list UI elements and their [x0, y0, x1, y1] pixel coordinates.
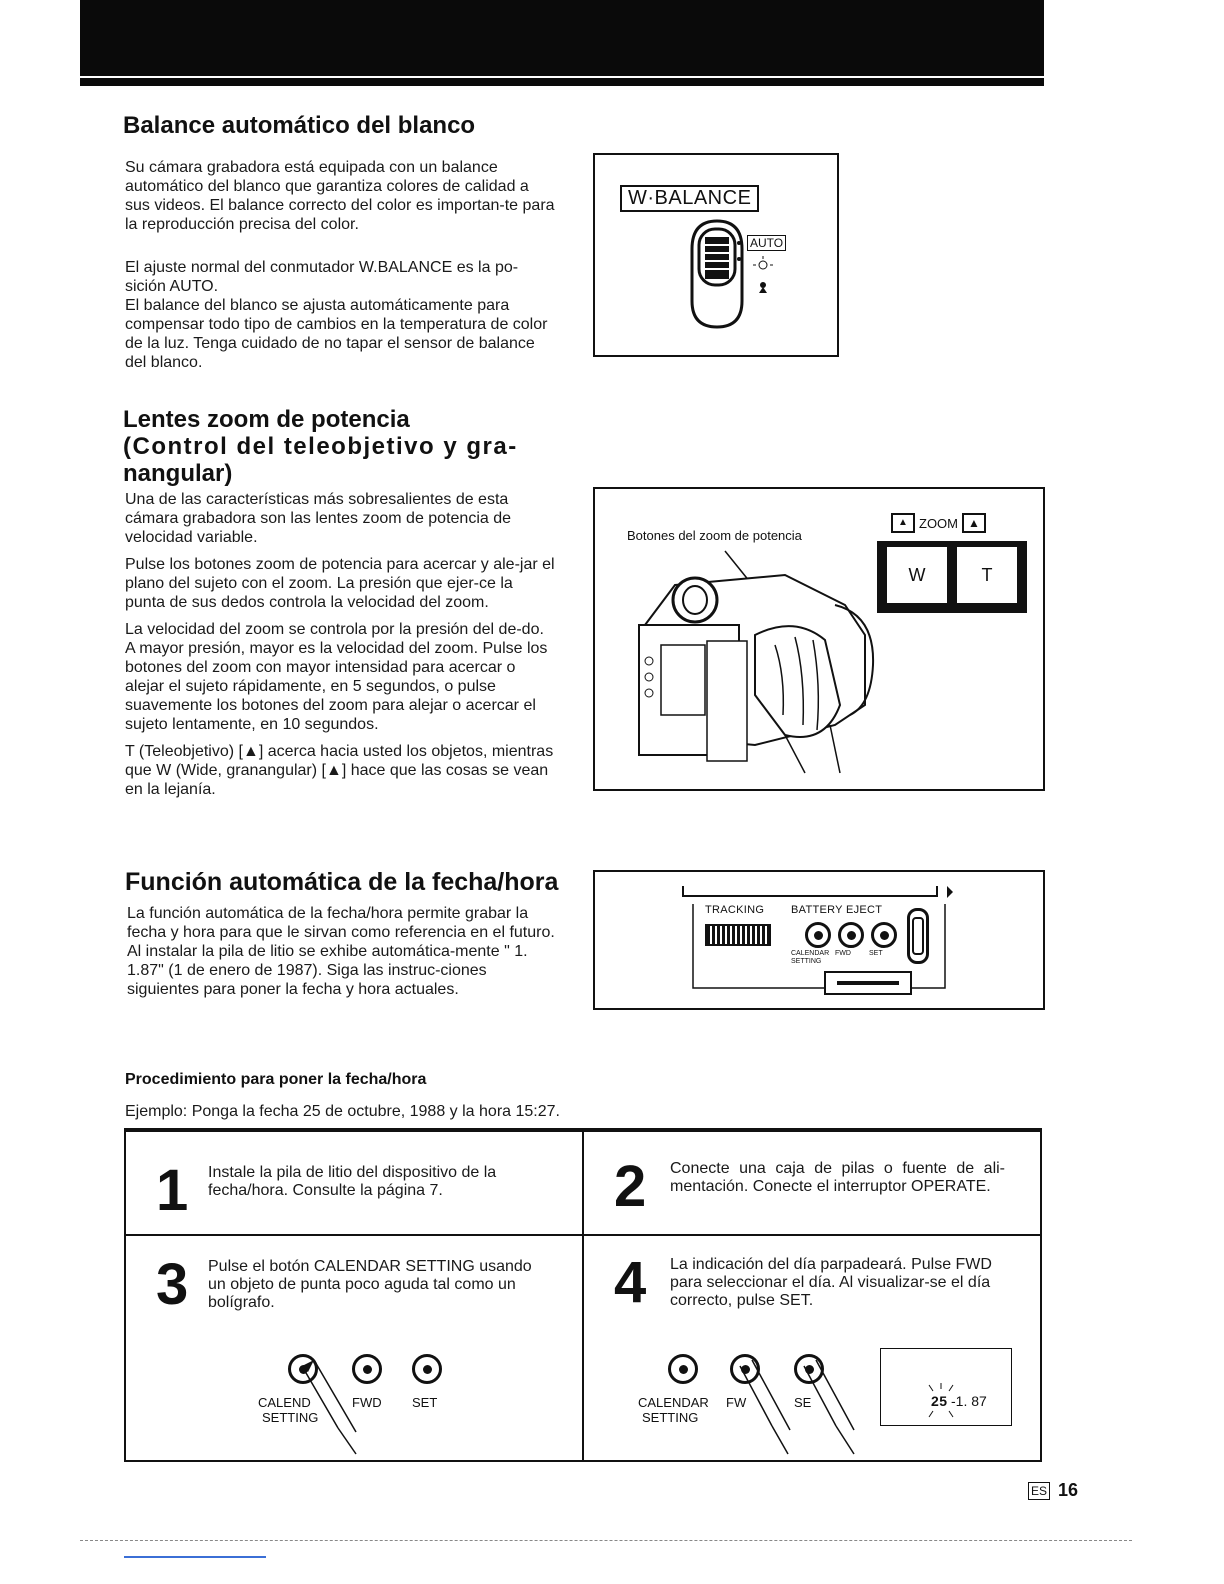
title-line: Lentes zoom de potencia [123, 406, 410, 433]
paragraph: Su cámara grabadora está equipada con un balance automático del blanco que garantiza colores de calidad a sus videos. El balance correcto del color es importan-te para la reproducción precisa del color. [125, 159, 555, 233]
white-balance-figure [593, 153, 839, 357]
wide-icon: ▲ [891, 513, 915, 533]
zoom-label: ZOOM [919, 515, 958, 531]
step-text: Pulse el botón CALENDAR SETTING usando un objeto de punta poco aguda tal como un bolígrafo. [208, 1258, 532, 1311]
steps-table [124, 1128, 1042, 1462]
paragraph: El ajuste normal del conmutador W.BALANCE es la po-sición AUTO. [125, 259, 519, 295]
paragraph: La función automática de la fecha/hora permite grabar la fecha y hora para que le sirvan como referencia en el futuro. Al instalar la pila de litio se exhibe automática-mente " 1. 1.87" (1 de enero de 1987). Siga las instruc-ciones siguientes para poner la fecha y hora actuales. [127, 905, 555, 998]
step-text: Conecte una caja de pilas o fuente de ali-mentación. Conecte el interruptor OPERATE. [670, 1160, 1005, 1195]
fwd-button[interactable] [838, 922, 864, 948]
calendar-label: CALEND [258, 1395, 311, 1410]
white-balance-text [125, 158, 557, 380]
step-number: 3 [156, 1252, 189, 1317]
fwd-label: FWD [352, 1395, 382, 1410]
calendar-setting-button[interactable] [668, 1354, 698, 1384]
zoom-t-button[interactable]: T [954, 544, 1020, 606]
paragraph: Pulse los botones zoom de potencia para acercar y ale-jar el plano del sujeto con el zoom. La presión que ejer-ce la punta de sus dedos controla la velocidad del zoom. [125, 556, 555, 611]
zoom-buttons [877, 541, 1027, 613]
section-title-white-balance: Balance automático del blanco [123, 112, 476, 139]
title-line: (Control del teleobjetivo y gra- [123, 433, 518, 460]
display-day: 25 [931, 1393, 948, 1409]
zoom-w-button[interactable]: W [884, 544, 950, 606]
paragraph: La velocidad del zoom se controla por la presión del de-do. A mayor presión, mayor es la velocidad del zoom. Pulse los botones del zoom con mayor intensidad para acercar o alejar el sujeto rápidamente, en 5 segundos, o pulse suavemente los botones del zoom para alejar o acercar el sujeto lentamente, en 10 segundos. [125, 621, 548, 733]
header-rule [80, 78, 1044, 86]
bottom-rule [80, 1540, 1132, 1541]
header-bar [80, 0, 1044, 76]
language-badge: ES [1028, 1482, 1050, 1500]
bottom-accent-line [124, 1556, 266, 1558]
set-button[interactable] [412, 1354, 442, 1384]
section-title-zoom [123, 406, 518, 487]
date-text [127, 904, 557, 1007]
fwd-label: FWD [835, 950, 851, 957]
zoom-caption: Botones del zoom de potencia [627, 528, 802, 543]
set-label: SET [869, 950, 883, 957]
pen-icon [294, 1358, 374, 1458]
blink-icon [925, 1383, 957, 1419]
tele-icon: ▲ [962, 513, 986, 533]
set-label: SET [412, 1395, 438, 1410]
set-button[interactable] [871, 922, 897, 948]
paragraph: El balance del blanco se ajusta automáticamente para compensar todo tipo de cambios en la temperatura de color de la luz. Tenga cuidado de no tapar el sensor de balance del blanco. [125, 297, 548, 371]
step-text: La indicación del día parpadeará. Pulse FWD para seleccionar el día. Al visualizar-se el día correcto, pulse SET. [670, 1256, 992, 1309]
steps-divider-vertical [582, 1132, 584, 1462]
step-number: 2 [614, 1154, 647, 1219]
tracking-slider[interactable] [705, 924, 771, 946]
paragraph: T (Teleobjetivo) [▲] acerca hacia usted los objetos, mientras que W (Wide, granangular) [▲] hace que las cosas se vean en la lejanía. [125, 743, 554, 798]
steps-divider-horizontal [126, 1234, 1040, 1236]
calendar-setting-button[interactable] [805, 922, 831, 948]
section-title-date: Función automática de la fecha/hora [125, 868, 559, 896]
zoom-label-row [891, 513, 986, 533]
step-text: Instale la pila de litio del dispositivo de la fecha/hora. Consulte la página 7. [208, 1164, 497, 1199]
setting-label: SETTING [642, 1410, 699, 1425]
pen-icon [732, 1358, 882, 1458]
procedure-example: Ejemplo: Ponga la fecha 25 de octubre, 1988 y la hora 15:27. [125, 1103, 560, 1120]
step-number: 1 [156, 1158, 189, 1223]
calendar-setting-label: CALENDAR SETTING [791, 950, 830, 965]
setting-label: SETTING [262, 1410, 319, 1425]
title-line: nangular) [123, 460, 233, 487]
w-balance-label: W·BALANCE [620, 185, 759, 212]
zoom-figure [593, 487, 1045, 791]
step-number: 4 [614, 1250, 647, 1315]
date-display [880, 1348, 1012, 1426]
paragraph: Una de las características más sobresalientes de esta cámara grabadora son las lentes zoom de potencia de velocidad variable. [125, 491, 512, 546]
tracking-label: TRACKING [705, 904, 765, 916]
battery-eject-label: BATTERY EJECT [791, 904, 883, 916]
calendar-label: CALENDAR [638, 1395, 709, 1410]
auto-label: AUTO [747, 235, 786, 251]
fwd-label: FW [726, 1395, 747, 1410]
battery-eject-switch[interactable] [907, 908, 929, 964]
zoom-text [125, 490, 555, 807]
sun-icon [735, 237, 775, 297]
camera-illustration [635, 545, 875, 781]
display-date: -1. 87 [951, 1393, 987, 1409]
set-label: SE [794, 1395, 812, 1410]
page-number: 16 [1058, 1480, 1079, 1500]
procedure-title: Procedimiento para poner la fecha/hora [125, 1071, 427, 1088]
date-panel-figure [593, 870, 1045, 1010]
